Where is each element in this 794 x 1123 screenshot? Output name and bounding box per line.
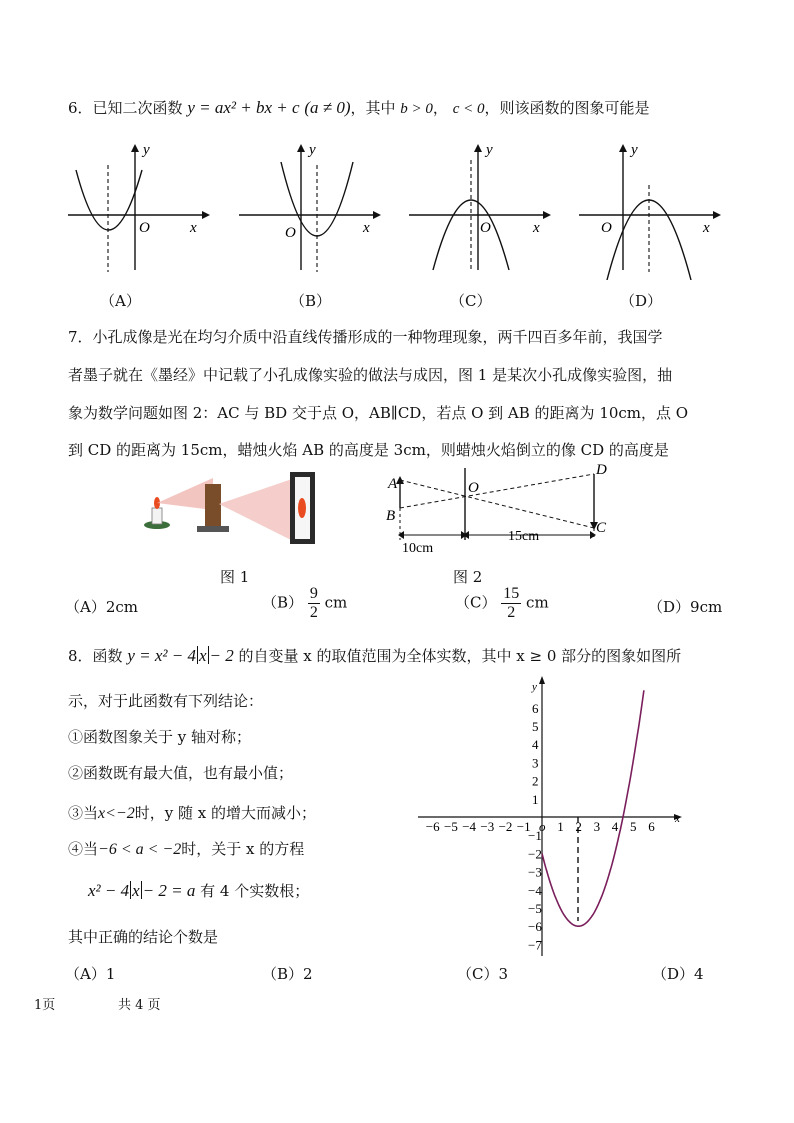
- q7-option-a[interactable]: （A）2cm: [65, 598, 139, 616]
- q8-y-tick-label: 1: [532, 791, 539, 807]
- q8-line-2: 示，对于此函数有下列结论：: [68, 692, 264, 710]
- q8-c3-math: x<−2: [98, 805, 135, 822]
- q8-eq-a: x² − 4: [88, 881, 130, 900]
- q8-x-tick-label: 6: [648, 819, 655, 834]
- abs-bar: [130, 881, 131, 899]
- q8-x-tick-label: 3: [593, 819, 601, 834]
- fig2-distance-15: 15cm: [508, 529, 540, 544]
- q7-option-c-unit: cm: [526, 593, 549, 612]
- q8-x-tick-label: 1: [557, 819, 564, 834]
- q8-x-tick-label: −3: [480, 819, 495, 834]
- q7-line-1: 7．小孔成像是光在均匀介质中沿直线传播形成的一种物理现象，两千四百多年前，我国学: [68, 328, 663, 346]
- q8-option-a[interactable]: （A）1: [65, 965, 116, 983]
- q7-option-d[interactable]: （D）9cm: [648, 598, 723, 616]
- q8-y-tick-label: −1: [528, 828, 542, 844]
- q8-function-b: − 2: [209, 646, 234, 665]
- q8-y-tick-label: −7: [528, 937, 542, 953]
- q8-x-tick-label: −2: [498, 819, 513, 834]
- q7-option-c-denominator: 2: [507, 604, 516, 621]
- q6-a-origin: O: [139, 220, 150, 236]
- q8-conclusion-4: [68, 838, 304, 861]
- q6-graph-b: [233, 140, 383, 280]
- q8-y-tick-label: 4: [532, 737, 539, 753]
- q6-a-y-label: y: [143, 142, 150, 158]
- q8-option-c[interactable]: （C）3: [457, 965, 509, 983]
- q6-a-x-label: x: [190, 220, 197, 236]
- q6-formula: y = ax² + bx + c: [187, 98, 300, 117]
- q8-c3-b: 时，y 随 x 的增大而减小；: [134, 804, 316, 822]
- q7-figure-1-caption: 图 1: [220, 568, 250, 586]
- q7-line-4: 到 CD 的距离为 15cm，蜡烛火焰 AB 的高度是 3cm，则蜡烛火焰倒立的像 CD 的高度是: [68, 441, 669, 459]
- q8-c4-b: 时，关于 x 的方程: [181, 840, 305, 858]
- footer-page: 1页: [34, 998, 56, 1013]
- footer-total: 共 4 页: [118, 998, 161, 1013]
- q7-option-b[interactable]: [262, 585, 347, 622]
- q8-question: 其中正确的结论个数是: [68, 928, 219, 946]
- q8-x-tick-label: −1: [516, 819, 531, 834]
- q8-option-b[interactable]: （B）2: [262, 965, 313, 983]
- fig2-distance-10: 10cm: [402, 541, 434, 556]
- q6-text-b: ，其中: [350, 99, 396, 117]
- q7-option-b-denominator: 2: [309, 604, 318, 621]
- q8-y-tick-label: 6: [532, 700, 539, 716]
- q6-option-b[interactable]: （B）: [290, 292, 332, 310]
- q8-conclusion-2: ②函数既有最大值，也有最小值；: [68, 764, 294, 782]
- q7-figure-2-caption: 图 2: [453, 568, 483, 586]
- q6-sep: ，: [432, 99, 448, 117]
- q8-line-1-b: 的自变量 x 的取值范围为全体实数，其中 x ≥ 0 部分的图象如图所: [238, 647, 682, 665]
- q7-option-b-prefix: （B）: [262, 593, 304, 612]
- q8-x-tick-label: 4: [611, 819, 619, 834]
- q6-b-origin: O: [285, 225, 296, 241]
- q7-option-b-fraction: [308, 585, 320, 622]
- q8-axes: [418, 676, 682, 956]
- q6-option-c[interactable]: （C）: [450, 292, 492, 310]
- q7-figure-1: [135, 470, 325, 550]
- q8-c4-math: −6 < a < −2: [98, 841, 182, 858]
- q6-condition: (a ≠ 0): [304, 98, 351, 117]
- q8-x-tick-label: −4: [462, 819, 477, 834]
- q8-eq-c: 有 4 个实数根；: [200, 882, 310, 900]
- q8-function-a: y = x² − 4: [127, 646, 196, 665]
- q8-y-axis-label: y: [532, 681, 537, 693]
- q6-graph-c: [403, 140, 553, 280]
- q8-conclusion-3: [68, 802, 316, 825]
- q6-text-c: ，则该函数的图象可能是: [484, 99, 650, 117]
- q7-option-c-prefix: （C）: [455, 593, 497, 612]
- q8-y-tick-label: −2: [528, 846, 542, 862]
- q8-curve: [542, 690, 644, 926]
- fig2-label-c: C: [596, 520, 607, 536]
- q8-x-tick-label: 2: [575, 819, 582, 834]
- q8-eq-b: − 2 = a: [142, 881, 196, 900]
- q6-graph-d: [573, 140, 723, 280]
- q8-y-tick-label: −3: [528, 864, 542, 880]
- q8-line-1: [68, 645, 681, 667]
- q8-line-1-a: 8．函数: [68, 647, 123, 665]
- q6-d-x-label: x: [703, 220, 710, 236]
- q8-x-tick-label: o: [539, 819, 546, 834]
- q7-line-2: 者墨子就在《墨经》中记载了小孔成像实验的做法与成因，图 1 是某次小孔成像实验图，抽: [68, 366, 673, 384]
- q8-y-tick-label: −5: [528, 901, 542, 916]
- q6-d-y-label: y: [631, 142, 638, 158]
- q8-eq-x: x: [132, 881, 140, 900]
- q6-stem: [68, 97, 650, 120]
- q7-option-c[interactable]: [455, 585, 549, 622]
- fig2-label-d: D: [596, 462, 607, 478]
- fig2-label-o: O: [468, 480, 479, 496]
- q6-text-a: 已知二次函数: [92, 99, 183, 117]
- q7-figure-2: [380, 460, 620, 560]
- q6-graph-a: [62, 140, 212, 280]
- q7-line-3: 象为数学问题如图 2：AC 与 BD 交于点 O，AB∥CD，若点 O 到 AB 的距离为 10cm，点 O: [68, 404, 689, 422]
- q6-b-y-label: y: [309, 142, 316, 158]
- fig2-label-a: A: [388, 476, 398, 492]
- q8-x-axis-label: x: [675, 813, 680, 825]
- q8-y-tick-label: −4: [528, 882, 542, 898]
- abs-bar: [141, 881, 142, 899]
- fig2-label-b: B: [386, 508, 396, 524]
- q8-y-tick-label: 5: [532, 719, 539, 734]
- q6-b-x-label: x: [363, 220, 370, 236]
- q8-conclusion-1: ①函数图象关于 y 轴对称；: [68, 728, 252, 746]
- q6-c-origin: O: [480, 220, 491, 236]
- q6-c-y-label: y: [486, 142, 493, 158]
- q7-option-b-numerator: 9: [309, 585, 318, 602]
- q6-number: 6．: [68, 99, 93, 117]
- q8-function: [127, 646, 233, 665]
- q7-option-b-unit: cm: [324, 593, 348, 612]
- q6-option-a[interactable]: （A）: [100, 292, 141, 310]
- abs-bar: [197, 646, 198, 664]
- q6-c-condition: c < 0: [452, 101, 485, 117]
- q7-option-c-numerator: 15: [503, 585, 520, 602]
- q8-x-tick-label: −5: [444, 819, 458, 834]
- q8-c3-a: ③当: [68, 804, 99, 822]
- q8-y-tick-label: −6: [528, 919, 542, 935]
- abs-bar: [208, 646, 209, 664]
- q8-x-tick-label: −6: [425, 819, 440, 834]
- q6-option-d[interactable]: （D）: [620, 292, 663, 310]
- q8-x-tick-label: 5: [630, 819, 637, 834]
- q6-c-x-label: x: [533, 220, 540, 236]
- q8-c4-a: ④当: [68, 840, 99, 858]
- q8-y-tick-label: 2: [532, 773, 539, 789]
- q8-option-d[interactable]: （D）4: [652, 965, 704, 983]
- q8-graph: [410, 676, 690, 966]
- q8-function-x: x: [198, 646, 207, 665]
- q8-equation: [88, 880, 309, 902]
- q6-d-origin: O: [601, 220, 612, 236]
- q8-equation-math: [88, 881, 195, 900]
- q7-option-c-fraction: [501, 585, 521, 622]
- q8-y-tick-label: 3: [532, 755, 539, 771]
- q6-b-condition: b > 0: [400, 101, 433, 117]
